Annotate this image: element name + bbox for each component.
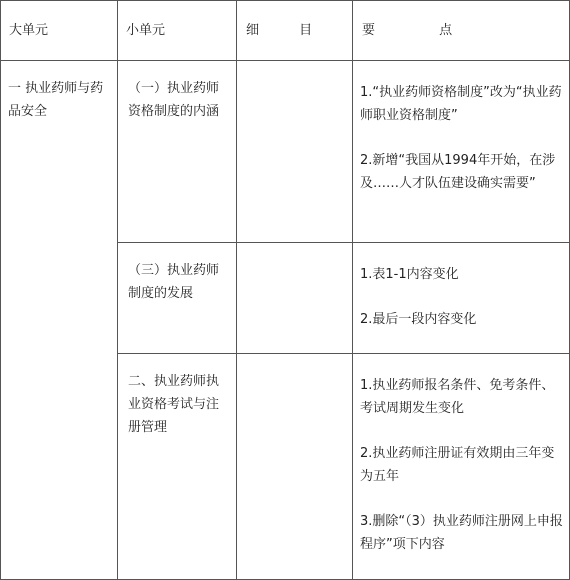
header-points: 要 点: [362, 23, 483, 38]
header-cell-small-unit: [118, 1, 237, 61]
small-unit-cell: [118, 61, 237, 243]
points-cell: [353, 354, 570, 580]
header-detail: 细 目: [246, 23, 331, 38]
point-item: 2.新增“我国从1994年开始，在涉及……人才队伍建设确实需要”: [360, 153, 556, 191]
point-item: 1.表1-1内容变化: [360, 267, 459, 282]
header-cell-points: [353, 1, 570, 61]
detail-cell: [237, 243, 353, 354]
header-row: [1, 1, 570, 61]
header-cell-big-unit: [1, 1, 118, 61]
small-unit-text: 二、执业药师执业资格考试与注册管理: [128, 374, 220, 435]
point-item: 3.删除“（3）执业药师注册网上申报程序”项下内容: [360, 514, 563, 552]
point-item: 2.最后一段内容变化: [360, 312, 477, 327]
header-cell-detail: [237, 1, 353, 61]
small-unit-cell: [118, 354, 237, 580]
point-item: 2.执业药师注册证有效期由三年变为五年: [360, 446, 555, 484]
point-item: 1.“执业药师资格制度”改为“执业药师职业资格制度”: [360, 85, 562, 123]
table-row: [1, 61, 570, 243]
small-unit-cell: [118, 243, 237, 354]
big-unit-text: 一 执业药师与药品安全: [8, 81, 104, 119]
points-cell: [353, 243, 570, 354]
header-small-unit: 小单元: [126, 23, 166, 38]
header-big-unit: 大单元: [9, 23, 49, 38]
big-unit-cell: [1, 61, 118, 580]
points-cell: [353, 61, 570, 243]
detail-cell: [237, 61, 353, 243]
small-unit-text: （三）执业药师制度的发展: [128, 263, 220, 301]
detail-cell: [237, 354, 353, 580]
point-item: 1.执业药师报名条件、免考条件、考试周期发生变化: [360, 378, 555, 416]
small-unit-text: （一）执业药师资格制度的内涵: [128, 81, 220, 119]
